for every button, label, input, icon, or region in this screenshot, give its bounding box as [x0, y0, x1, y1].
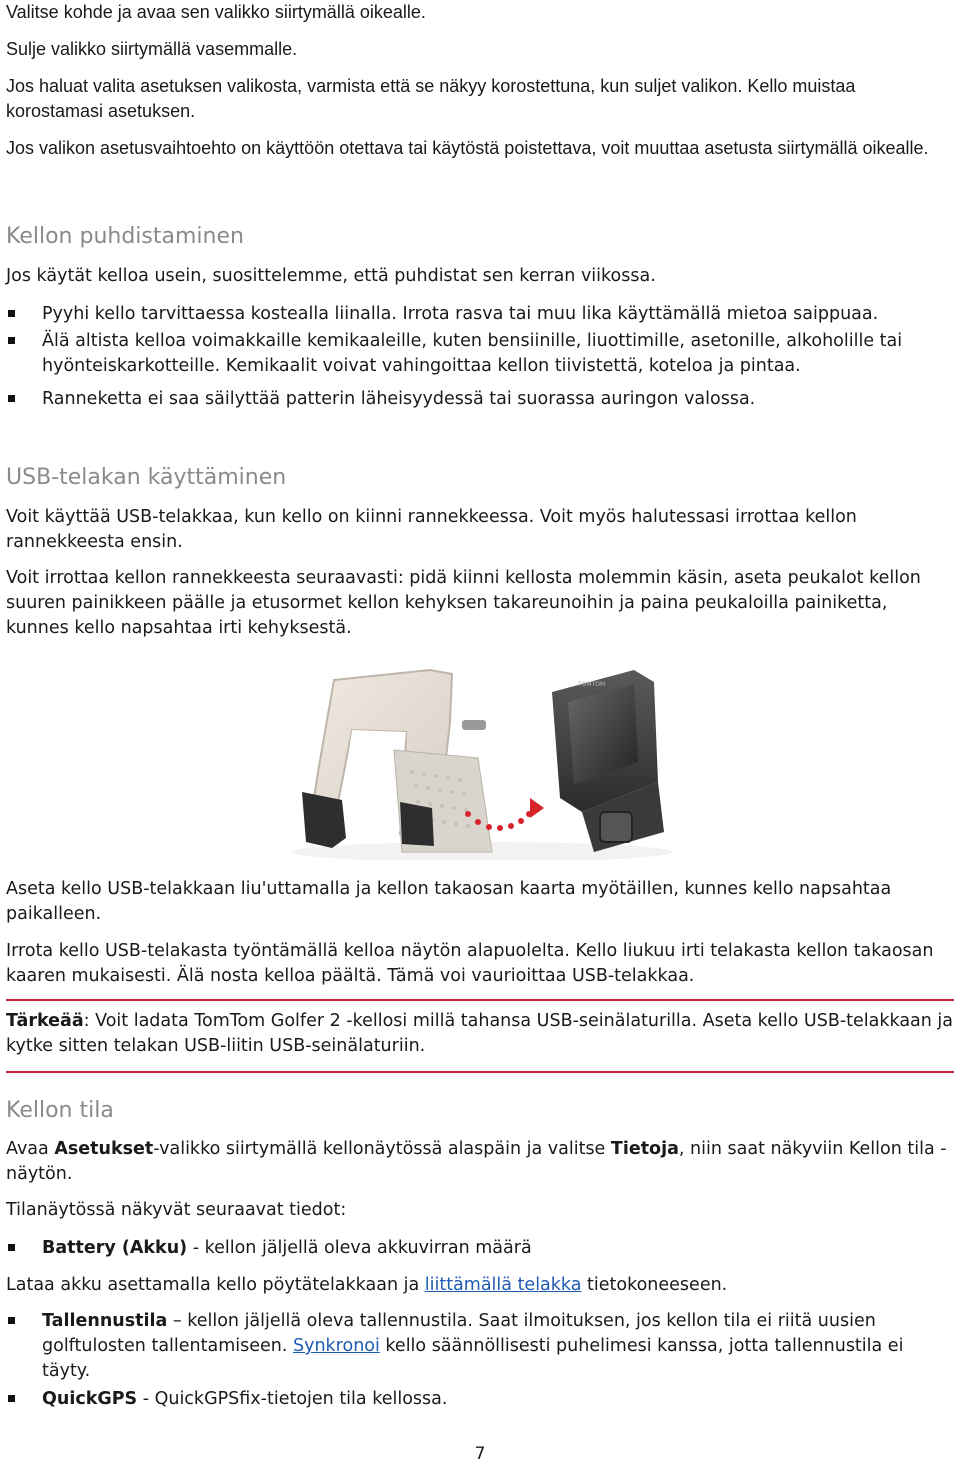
charge-paragraph: Lataa akku asettamalla kello pöytätelakkaan ja liittämällä telakka tietokoneeseen. — [6, 1275, 728, 1295]
list-item: Älä altista kelloa voimakkaille kemikaaleille, kuten bensiinille, liuottimille, asetonille, alkoholille tai hyönteiskarkotteille. Kemikaalit voivat vahingoittaa kellon tiivistettä, koteloa ja pintaa. — [6, 329, 954, 379]
usb-paragraph-3: Aseta kello USB-telakkaan liu'uttamalla ja kellon takaosan kaarta myötäillen, kunnes kello napsahtaa paikalleen. — [6, 879, 892, 924]
note-label: Tärkeää — [6, 1011, 84, 1031]
battery-list — [6, 1236, 954, 1261]
square-bullet-icon — [8, 1395, 15, 1402]
section-heading-status: Kellon tila — [6, 1098, 114, 1123]
watch-removal-illustration — [282, 662, 682, 860]
list-item: QuickGPS - QuickGPSfix-tietojen tila kellossa. — [6, 1387, 954, 1412]
important-note — [6, 999, 954, 1073]
status-paragraph-2: Tilanäytössä näkyvät seuraavat tiedot: — [6, 1200, 347, 1220]
status-paragraph-1: Avaa Asetukset-valikko siirtymällä kellonäytössä alaspäin ja valitse Tietoja, niin saat näkyviin Kellon tila -näytön. — [6, 1139, 947, 1184]
usb-paragraph-2: Voit irrottaa kellon rannekkeesta seuraavasti: pidä kiinni kellosta molemmin käsin, aseta peukalot kellon suuren painikkeen päälle ja etusormet kellon kehyksen takareunoihin ja paina peukaloilla painiketta, kunnes kello napsahtaa irti kehyksestä. — [6, 568, 921, 638]
watch-strap-diagram — [282, 662, 682, 860]
intro-paragraph-1: Valitse kohde ja avaa sen valikko siirtymällä oikealle. — [6, 2, 426, 22]
watch-button-icon — [600, 812, 632, 842]
docking-link[interactable]: liittämällä telakka — [424, 1275, 582, 1295]
square-bullet-icon — [8, 310, 15, 317]
section-heading-usb: USB-telakan käyttäminen — [6, 465, 287, 490]
intro-paragraph-3: Jos haluat valita asetuksen valikosta, varmista että se näkyy korostettuna, kun suljet valikon. Kello muistaa korostamasi asetuksen. — [6, 76, 856, 121]
list-item: Battery (Akku) - kellon jäljellä oleva akkuvirran määrä — [6, 1236, 954, 1261]
square-bullet-icon — [8, 395, 15, 402]
usb-paragraph-4: Irrota kello USB-telakasta työntämällä kelloa näytön alapuolelta. Kello liukuu irti telakasta kellon takaosan kaaren mukaisesti. Älä nosta kelloa päältä. Tämä voi vaurioittaa USB-telakkaa. — [6, 941, 934, 986]
watch-brand-label: TOMTOM — [578, 681, 606, 688]
page-number: 7 — [474, 1444, 486, 1464]
intro-paragraph-2: Sulje valikko siirtymällä vasemmalle. — [6, 39, 298, 59]
list-item: Tallennustila – kellon jäljellä oleva tallennustila. Saat ilmoituksen, jos kellon tila ei riitä uusien golftulosten tallentamiseen. Synkronoi kello säännöllisesti puhelimesi kanssa, jotta tallennustila ei täyty. — [6, 1309, 954, 1384]
info-menu-name: Tietoja — [610, 1139, 679, 1159]
list-item: Pyyhi kello tarvittaessa kostealla liinalla. Irrota rasva tai muu lika käyttämällä mietoa saippuaa. — [6, 302, 954, 327]
square-bullet-icon — [8, 1317, 15, 1324]
cleaning-bullet-list — [6, 302, 954, 412]
status-list — [6, 1309, 954, 1412]
list-item: Ranneketta ei saa säilyttää patterin läheisyydessä tai suorassa auringon valossa. — [6, 387, 954, 412]
settings-menu-name: Asetukset — [54, 1139, 154, 1159]
section-heading-cleaning: Kellon puhdistaminen — [6, 224, 244, 249]
intro-section — [6, 0, 954, 161]
watch-unit-shape — [552, 670, 664, 852]
sync-link[interactable]: Synkronoi — [292, 1336, 380, 1356]
square-bullet-icon — [8, 337, 15, 344]
usb-paragraph-1: Voit käyttää USB-telakkaa, kun kello on kiinni rannekkeessa. Voit myös halutessasi irrottaa kellon rannekkeesta ensin. — [6, 507, 857, 552]
intro-paragraph-4: Jos valikon asetusvaihtoehto on käyttöön otettava tai käytöstä poistettava, voit muuttaa asetusta siirtymällä oikealle. — [6, 138, 929, 158]
note-text: Tärkeää: Voit ladata TomTom Golfer 2 -kellosi millä tahansa USB-seinälaturilla. Aseta kello USB-telakkaan ja kytke sitten telakan USB-liitin USB-seinälaturiin. — [6, 1011, 954, 1056]
strap-frame-shape — [302, 670, 492, 852]
cleaning-intro: Jos käytät kelloa usein, suosittelemme, että puhdistat sen kerran viikossa. — [6, 266, 656, 286]
square-bullet-icon — [8, 1244, 15, 1251]
